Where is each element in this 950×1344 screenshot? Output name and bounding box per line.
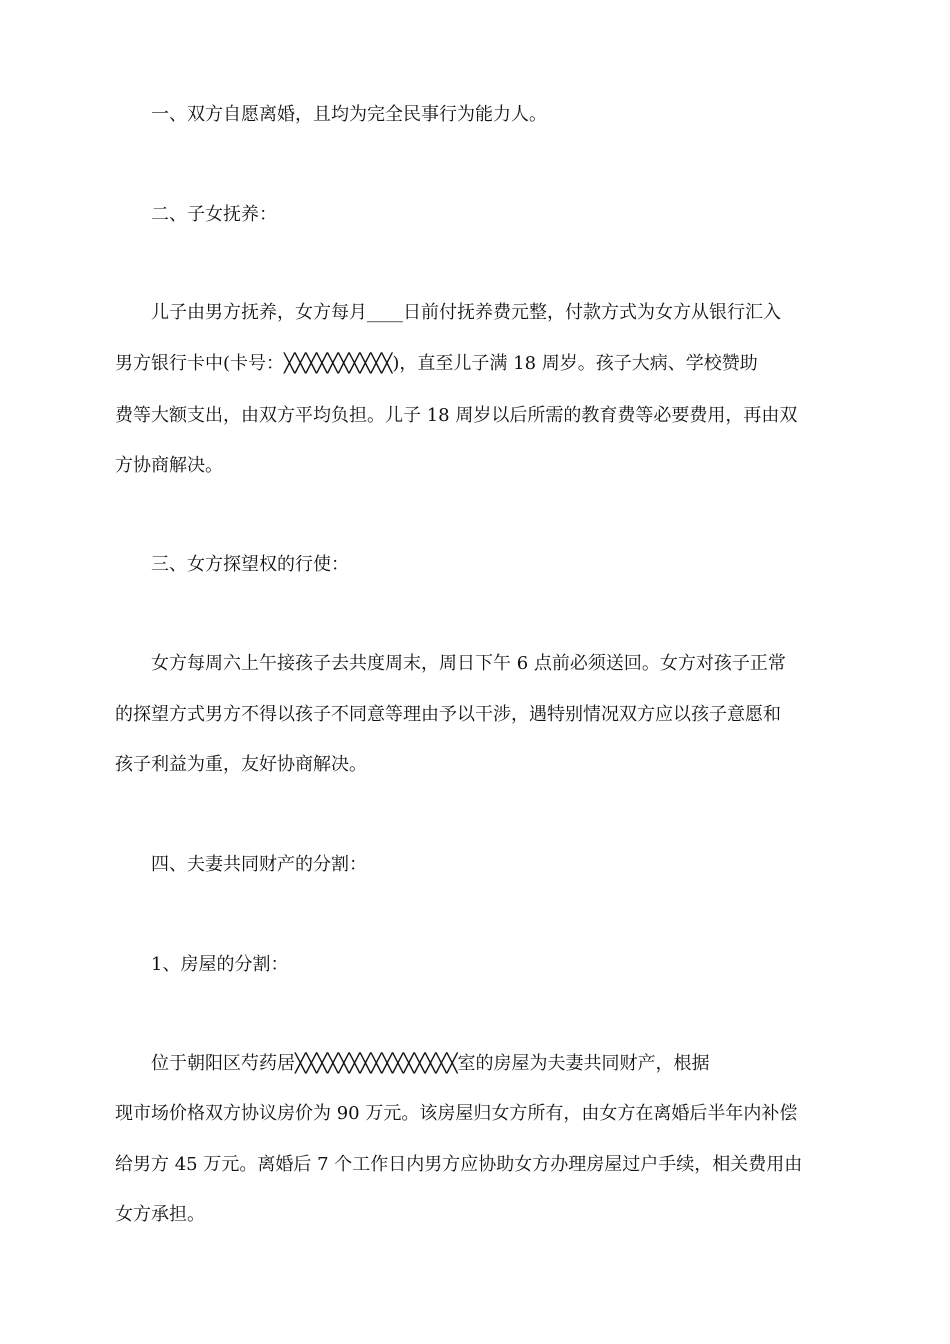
paragraph-line: 给男方 45 万元。离婚后 7 个工作日内男方应协助女方办理房屋过户手续，相关费用由 [115, 1154, 803, 1175]
section-heading-3: 三、女方探望权的行使： [151, 554, 349, 575]
paragraph-line: 男方银行卡中(卡号：╳╳╳╳╳╳╳╳╳╳)，直至儿子满 18 周岁。孩子大病、学校赞助 [115, 353, 758, 374]
paragraph-line: 现市场价格双方协议房价为 90 万元。该房屋归女方所有，由女方在离婚后半年内补偿 [115, 1103, 798, 1124]
section-heading-2: 二、子女抚养： [151, 204, 277, 225]
paragraph-line: 方协商解决。 [115, 455, 223, 476]
section-heading-4: 四、夫妻共同财产的分割： [151, 854, 367, 875]
paragraph-line: 位于朝阳区芍药居╳╳╳╳╳╳╳╳╳╳╳╳╳╳╳室的房屋为夫妻共同财产，根据 [151, 1053, 710, 1074]
subsection-heading: 1、房屋的分割： [151, 954, 289, 975]
section-heading-1: 一、双方自愿离婚，且均为完全民事行为能力人。 [151, 104, 547, 125]
paragraph-line: 费等大额支出，由双方平均负担。儿子 18 周岁以后所需的教育费等必要费用，再由双 [115, 405, 798, 426]
paragraph-line: 的探望方式男方不得以孩子不同意等理由予以干涉，遇特别情况双方应以孩子意愿和 [115, 704, 781, 725]
paragraph-line: 女方承担。 [115, 1204, 205, 1225]
paragraph-line: 孩子利益为重，友好协商解决。 [115, 754, 367, 775]
paragraph-line: 女方每周六上午接孩子去共度周末，周日下午 6 点前必须送回。女方对孩子正常 [151, 653, 786, 674]
paragraph-line: 儿子由男方抚养，女方每月____日前付抚养费元整，付款方式为女方从银行汇入 [151, 302, 781, 323]
